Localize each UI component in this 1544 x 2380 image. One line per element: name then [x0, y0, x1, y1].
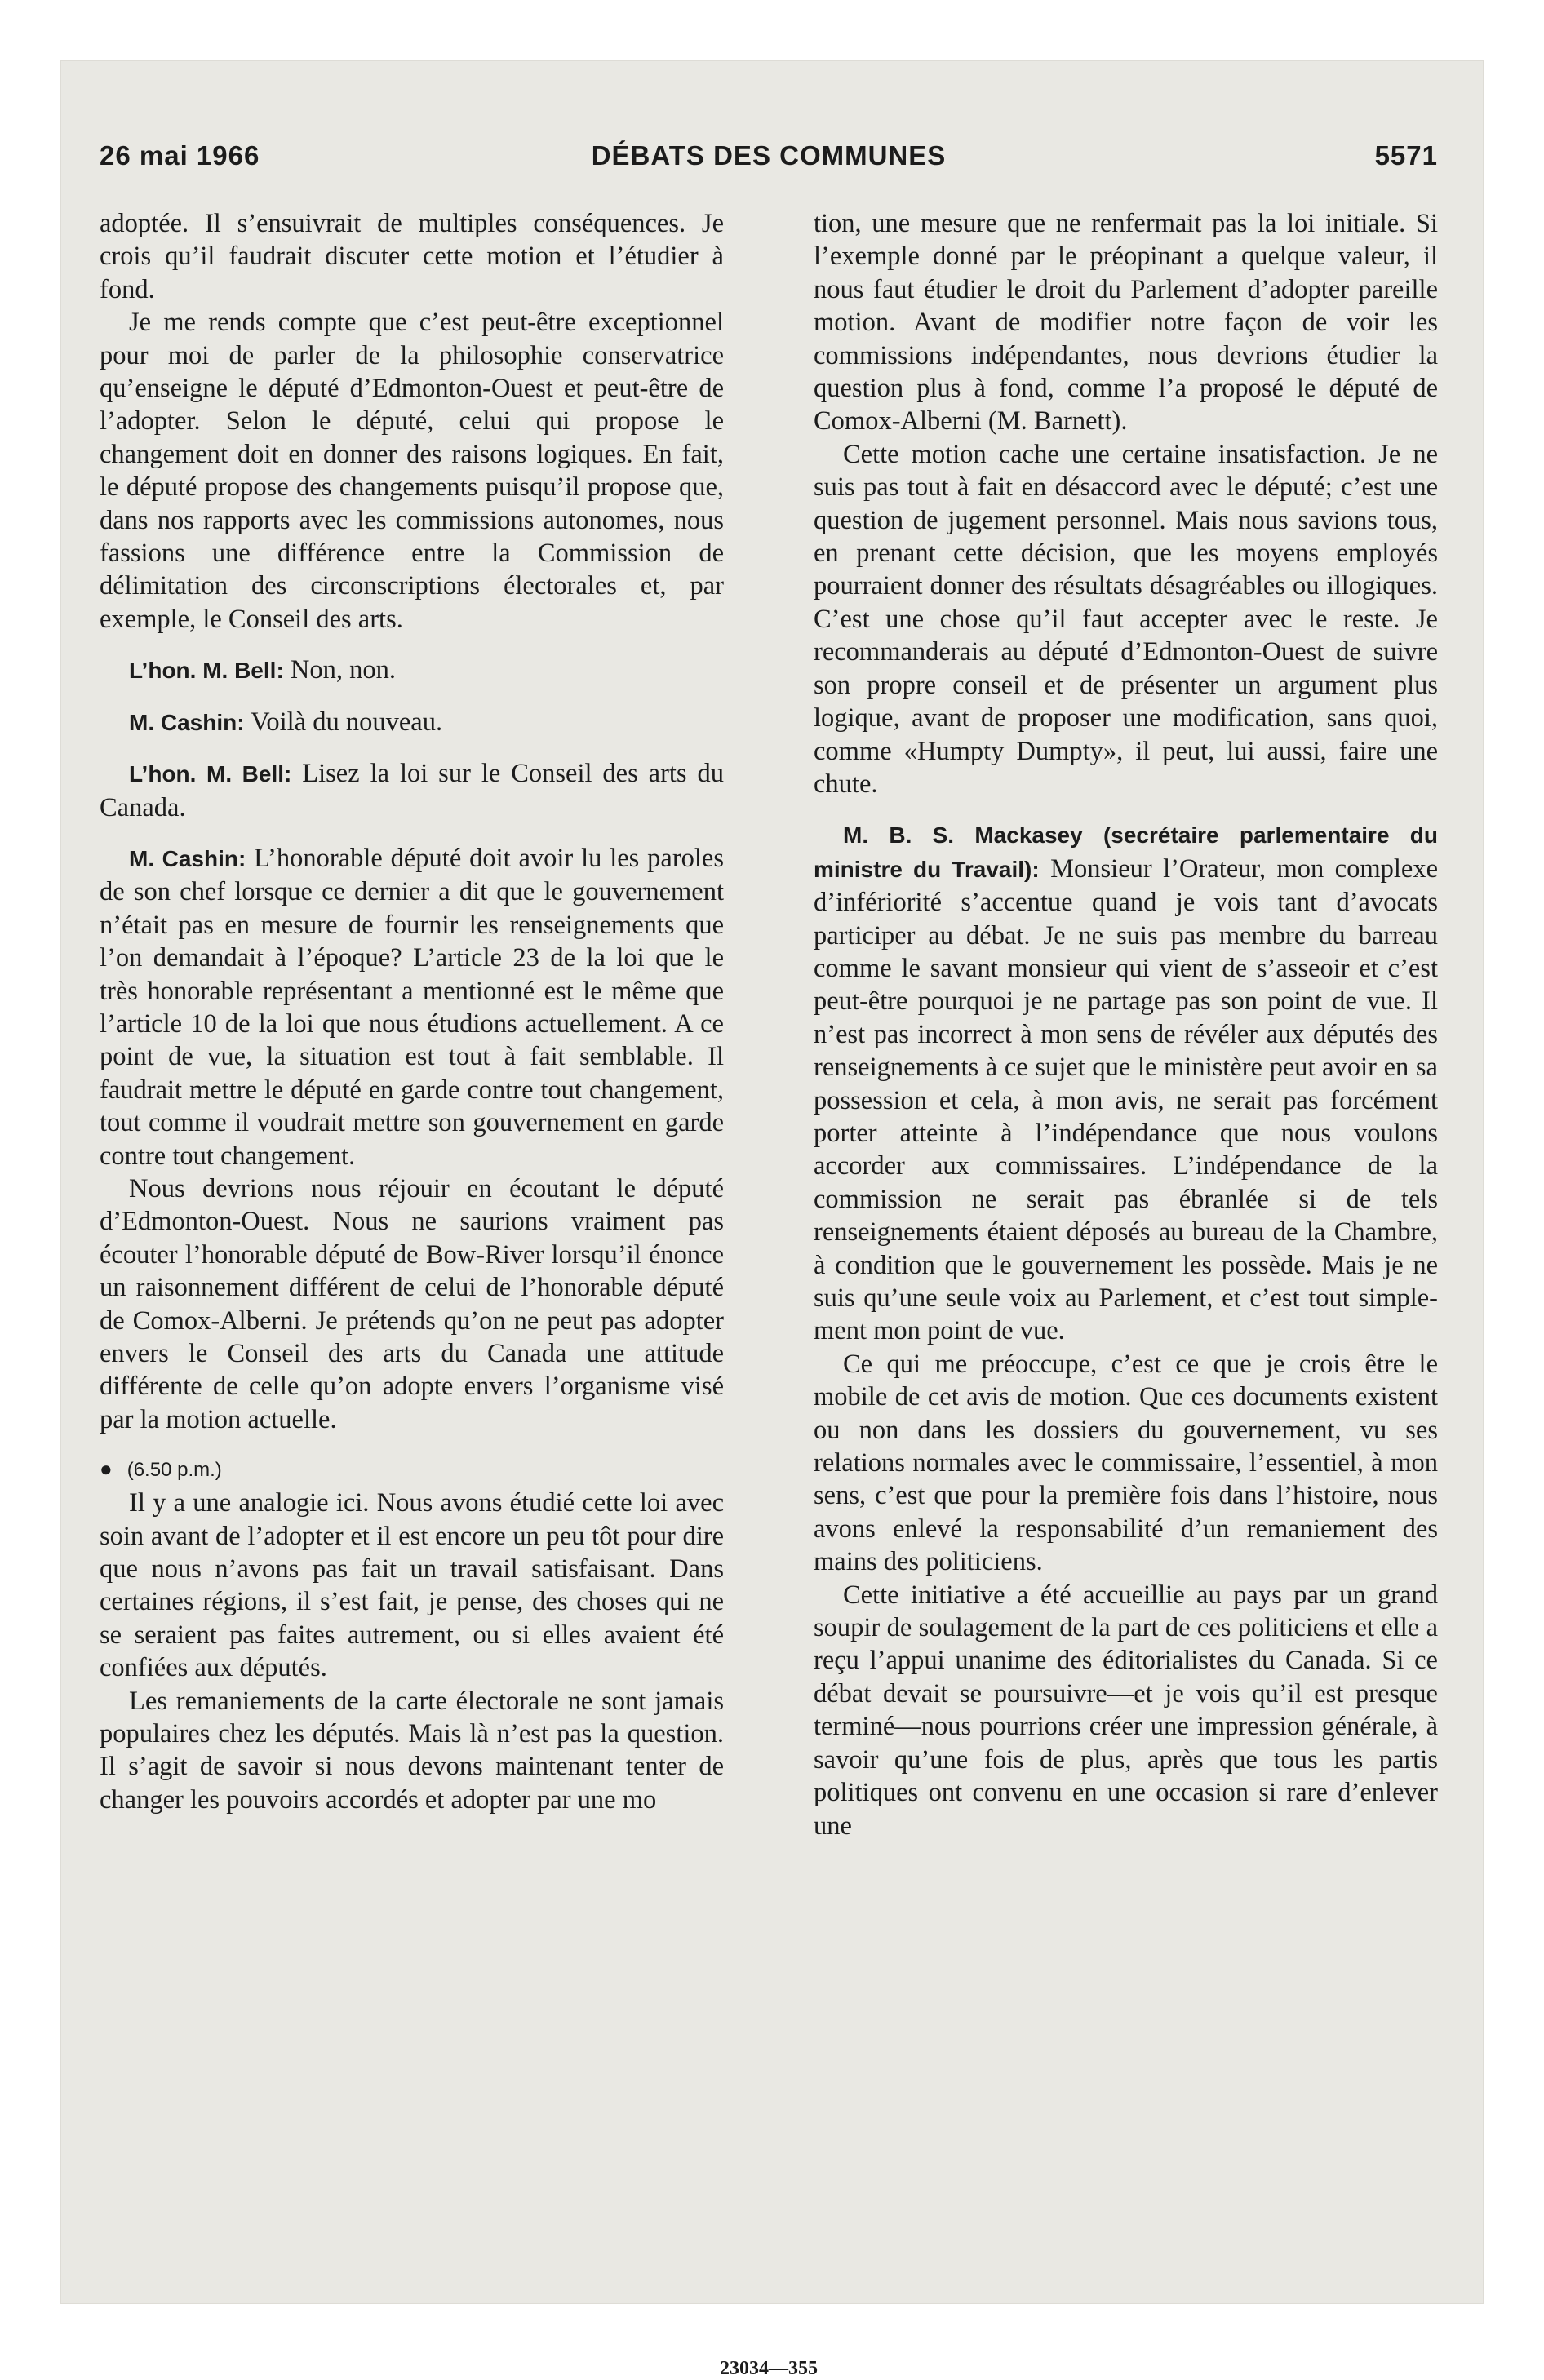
paragraph: Les remaniements de la carte électorale ne sont jamais populaires chez les députés. Mais là n’est pas la question. Il s’agit de savoir si nous devons maintenant tenter de changer les pouvoirs accordés et adopter par une mo — [100, 1686, 724, 1815]
speaker-name: L’hon. M. Bell: — [129, 658, 284, 684]
paragraph: Nous devrions nous réjouir en écoutant le député d’Edmonton-Ouest. Nous ne saurions vraiment pas écouter l’honorable député de Bow-River lorsqu’il énonce un raisonnement différent de celui de l’honorable député de Comox-Alberni. Je prétends qu’on ne peut pas adopter envers le Conseil des arts du Canada une attitude différente de celle qu’on adopte envers l’organisme visé par la motion actuelle. — [100, 1173, 724, 1434]
speech-text: Lisez la loi sur le Conseil des arts du Canada. — [100, 759, 724, 822]
page-header — [100, 140, 1438, 183]
speaker-name: M. B. S. Mackasey (secrétaire parlementaire du ministre du Travail): — [814, 822, 1438, 882]
header-page-number: 5571 — [1374, 140, 1438, 171]
printer-signature: 23034—355 — [720, 2358, 818, 2379]
right-column — [814, 207, 1438, 1842]
speech — [814, 818, 1438, 1348]
time-marker — [100, 1452, 724, 1487]
paragraph: Cette motion cache une certaine insatisfaction. Je ne suis pas tout à fait en désaccord avec le député; c’est une question de jugement personnel. Mais nous savions tous, en prenant cette décision, que les moyens employés pourraient donner des résultats désagréables ou illogiques. C’est une chose qu’il faut accepter avec le reste. Je recommanderais au député d’Edmonton-Ouest de suivre son propre conseil et de présenter un argument plus logique, avant de proposer une modification, sans quoi, comme «Humpty Dumpty», il peut, lui aussi, faire une chute. — [814, 439, 1438, 799]
paragraph: adoptée. Il s’ensuivrait de multiples conséquences. Je crois qu’il faudrait discuter cette motion et l’étudier à fond. — [100, 209, 724, 304]
speech-text: Monsieur l’Orateur, mon complexe d’infériorité s’accentue quand je vois tant d’avocats participer au débat. Je ne suis pas membre du barreau comme le savant monsieur qui vient de s’asseoir et c’est peut-être pourquoi je ne partage pas son point de vue. Il n’est pas incorrect à mon sens de révéler aux députés des renseignements à ce sujet que le ministère peut avoir en sa possession et cela, à mon avis, ne serait pas forcément porter atteinte à l’indépendance que nous voulons accorder aux commissaires. L’indépendance de la commission ne serait pas ébranlée si de tels renseignements étaient déposés au bureau de la Chambre, à condition que le gouvernement les possède. Mais je ne suis qu’une seule voix au Parlement, et c’est tout simplement mon point de vue. — [814, 853, 1439, 1346]
speech — [100, 757, 724, 824]
time-marker-text: (6.50 p.m.) — [126, 1459, 222, 1482]
paragraph: Je me rends compte que c’est peut-être exceptionnel pour moi de parler de la philosophie conservatrice qu’enseigne le député d’Edmonton-Ouest et peut-être de l’adopter. Selon le député, celui qui propose le changement doit en donner des raisons logiques. En fait, le député propose des changements puisqu’il propose que, dans nos rapports avec les commissions autonomes, nous fassions une différence entre la Commission de délimitation des circonscriptions électorales et, par exemple, le Conseil des arts. — [100, 308, 724, 634]
speech — [100, 654, 724, 687]
left-column — [100, 207, 724, 1842]
speech — [100, 706, 724, 739]
text-columns — [100, 207, 1438, 1842]
header-date: 26 mai 1966 — [100, 140, 260, 171]
header-title: DÉBATS DES COMMUNES — [591, 140, 947, 171]
speaker-name: M. Cashin: — [129, 709, 245, 735]
paragraph: Il y a une analogie ici. Nous avons étudié cette loi avec soin avant de l’adopter et il est encore un peu tôt pour dire que nous n’avons pas fait un travail satisfaisant. Dans certaines régions, il s’est fait, je pense, des choses qui ne se seraient pas faites autrement, ou si elles avaient été confiées aux députés. — [100, 1488, 724, 1683]
paragraph: Ce qui me préoccupe, c’est ce que je crois être le mobile de cet avis de motion. Que ces documents existent ou non dans les dossiers du gouvernement, vu ses relations normales avec le commissaire, l’essentiel, à mon sens, c’est que pour la première fois dans l’histoire, nous avons enlevé la responsabilité d’un remaniement des mains des politiciens. — [814, 1349, 1438, 1577]
speech-text: L’honorable député doit avoir lu les paroles de son chef lorsque ce dernier a dit que le gouvernement n’était pas en mesure de fournir les renseignements que l’on demandait à l’époque? L’article 23 de la loi que le très honorable représentant a mentionné est le même que l’article 10 de la loi que nous étudions actuellement. A ce point de vue, la situation est tout à fait semblable. Il faudrait mettre le député en garde contre tout changement, tout comme il voudrait mettre son gouvernement en garde contre tout changement. — [100, 843, 725, 1171]
paragraph: Cette initiative a été accueillie au pays par un grand soupir de soulagement de la part de ces politiciens et elle a reçu l’appui unanime des éditorialistes du Canada. Si ce débat devait se poursuivre—et je vois qu’il est presque terminé—nous pourrions créer une impression générale, à savoir qu’une fois de plus, après que tous les partis politiques ont convenu en une occasion si rare d’enlever une — [814, 1580, 1438, 1841]
speech-text: Voilà du nouveau. — [251, 707, 443, 737]
document-page — [100, 140, 1439, 2379]
speech-text: Non, non. — [290, 655, 396, 685]
paragraph: tion, une mesure que ne renfermait pas la loi initiale. Si l’exemple donné par le préopinant a quelque valeur, il nous faut étudier le droit du Parlement d’adopter pareille motion. Avant de modifier notre façon de voir les commissions indépendantes, nous devrions étudier la question plus à fond, comme l’a proposé le député de Comox-Alberni (M. Barnett). — [814, 209, 1438, 437]
filled-circle-icon: ● — [100, 1456, 113, 1482]
speaker-name: M. Cashin: — [129, 845, 246, 871]
speaker-name: L’hon. M. Bell: — [129, 761, 292, 787]
speech — [100, 842, 724, 1172]
